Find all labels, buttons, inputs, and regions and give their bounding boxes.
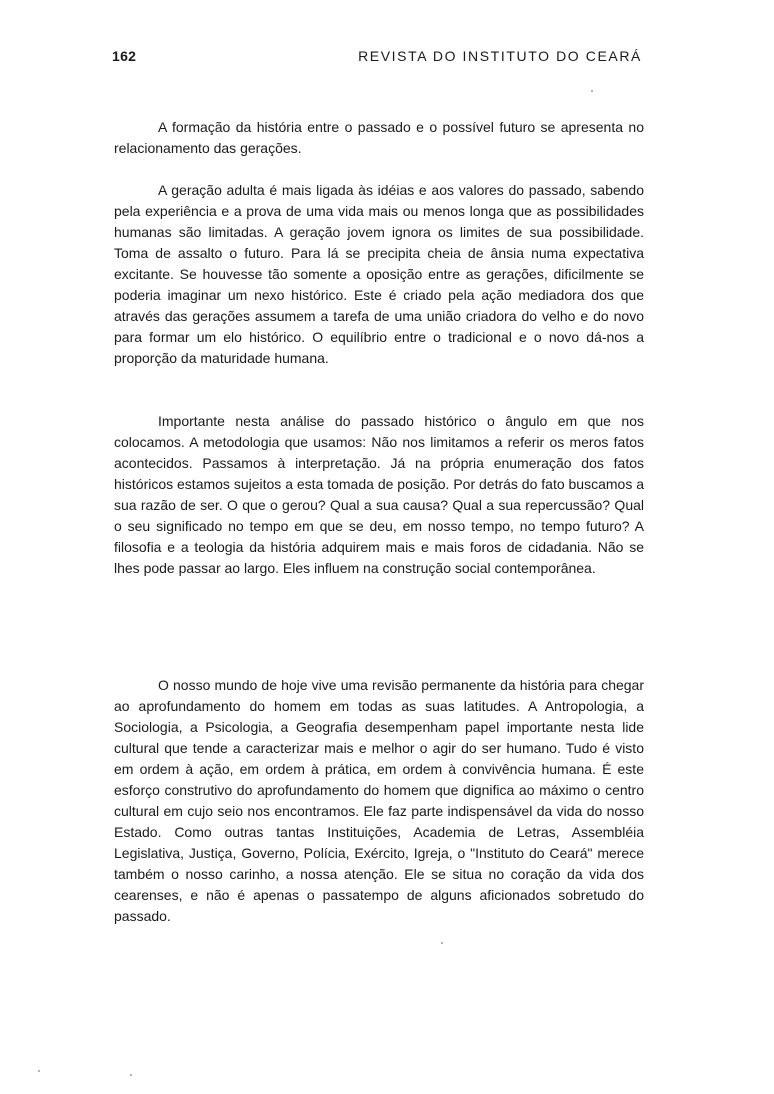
scan-speck: [38, 1070, 40, 1072]
scan-speck: [130, 1074, 132, 1076]
paragraph-historical-analysis: Importante nesta análise do passado histórico o ângulo em que nos colocamos. A metodologia que usamos: Não nos limitamos a referir os meros fatos acontecidos. Passamos à interpretação. Já na própria enumeração dos fatos históricos estamos sujeitos a esta tomada de posição. Por detrás do fato buscamos a sua razão de ser. O que o gerou? Qual a sua causa? Qual a sua repercussão? Qual o seu significado no tempo em que se deu, em nosso tempo, no tempo futuro? A filosofia e a teologia da história adquirem mais e mais foros de cidadania. Não se lhes pode passar ao largo. Eles influem na construção social contemporânea.: [114, 413, 644, 576]
paragraph-adult-and-young-generation: A geração adulta é mais ligada às idéias e aos valores do passado, sabendo pela experiência e a prova de uma vida mais ou menos longa que as possibilidades humanas são limitadas. A geração jovem ignora os limites de sua possibilidade. Toma de assalto o futuro. Para lá se precipita cheia de ânsia numa expectativa excitante. Se houvesse tão somente a oposição entre as gerações, dificilmente se poderia imaginar um nexo histórico. Este é criado pela ação mediadora dos que através das gerações assumem a tarefa de uma união criadora do velho e do novo para formar um elo histórico. O equilíbrio entre o tradicional e o novo dá-nos a proporção da maturidade humana.: [114, 182, 644, 366]
page-header: [112, 48, 642, 72]
running-title: REVISTA DO INSTITUTO DO CEARÁ: [358, 48, 642, 64]
scan-speck: [441, 942, 443, 944]
scan-speck: [591, 90, 593, 92]
paragraph-instituto-do-ceara: O nosso mundo de hoje vive uma revisão permanente da história para chegar ao aprofundamento do homem em todas as suas latitudes. A Antropologia, a Sociologia, a Psicologia, a Geografia desempenham papel importante nesta lide cultural que tende a caracterizar mais e melhor o agir do ser humano. Tudo é visto em ordem à ação, em ordem à prática, em ordem à convivência humana. É este esforço construtivo do aprofundamento do homem que dignifica ao máximo o centro cultural em cujo seio nos encontramos. Ele faz parte indispensável da vida do nosso Estado. Como outras tantas Instituições, Academia de Letras, Assembléia Legislativa, Justiça, Governo, Polícia, Exército, Igreja, o "Instituto do Ceará" merece também o nosso carinho, a nossa atenção. Ele se situa no coração da vida dos cearenses, e não é apenas o passatempo de alguns aficionados sobretudo do passado.: [114, 677, 644, 924]
paragraph-generations-intro: A formação da história entre o passado e o possível futuro se apresenta no relacionamento das gerações.: [114, 119, 644, 156]
page-number: 162: [112, 48, 137, 64]
